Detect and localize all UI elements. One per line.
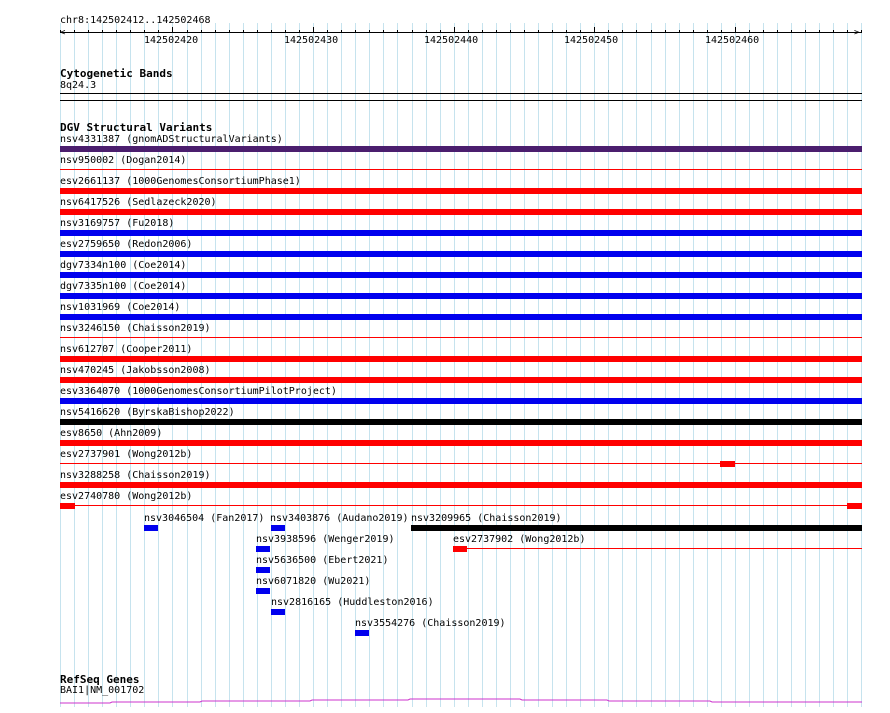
ruler-tick: [426, 30, 427, 33]
ruler-tick: [735, 27, 736, 33]
ruler-right-arrow-icon: >: [854, 28, 860, 38]
ruler-tick: [285, 30, 286, 33]
dgv-feature-label[interactable]: esv2737902 (Wong2012b): [453, 534, 586, 545]
dgv-feature-line[interactable]: [60, 505, 862, 506]
gridline: [847, 23, 848, 707]
dgv-feature-glyph[interactable]: [60, 209, 862, 215]
dgv-feature-label[interactable]: nsv5636500 (Ebert2021): [256, 555, 389, 566]
dgv-feature-line[interactable]: [453, 548, 862, 549]
dgv-feature-glyph[interactable]: [60, 272, 862, 278]
ruler-tick: [524, 30, 525, 33]
cytoband-bar-top: [60, 93, 862, 94]
ruler-tick: [538, 30, 539, 33]
gridline: [651, 23, 652, 707]
dgv-feature-label[interactable]: nsv3046504 (Fan2017): [144, 513, 265, 524]
dgv-feature-line[interactable]: [60, 463, 862, 464]
ruler-tick: [412, 30, 413, 33]
location-label: chr8:142502412..142502468: [60, 15, 211, 26]
dgv-feature-line[interactable]: [60, 337, 862, 338]
dgv-feature-label[interactable]: esv2759650 (Redon2006): [60, 239, 193, 250]
ruler-axis: [60, 32, 862, 33]
ruler-tick: [383, 30, 384, 33]
ruler-tick: [482, 30, 483, 33]
dgv-feature-glyph[interactable]: [256, 588, 270, 594]
dgv-feature-glyph[interactable]: [453, 546, 467, 552]
ruler-tick: [116, 30, 117, 33]
gridline: [679, 23, 680, 707]
dgv-feature-label[interactable]: nsv3246150 (Chaisson2019): [60, 323, 211, 334]
gridline: [819, 23, 820, 707]
gridline: [566, 23, 567, 707]
gridline: [243, 23, 244, 707]
dgv-feature-label[interactable]: nsv950002 (Dogan2014): [60, 155, 187, 166]
dgv-feature-glyph[interactable]: [60, 440, 862, 446]
dgv-feature-glyph[interactable]: [271, 609, 285, 615]
dgv-feature-label[interactable]: nsv470245 (Jakobsson2008): [60, 365, 211, 376]
gridline: [707, 23, 708, 707]
gridline: [665, 23, 666, 707]
ruler-tick: [172, 27, 173, 33]
ruler-tick: [158, 30, 159, 33]
gridline: [608, 23, 609, 707]
gridline: [440, 23, 441, 707]
ruler-tick: [763, 30, 764, 33]
gridline: [229, 23, 230, 707]
ruler-tick: [257, 30, 258, 33]
dgv-feature-glyph[interactable]: [60, 146, 862, 152]
gridline: [454, 23, 455, 707]
ruler-tick: [327, 30, 328, 33]
ruler-tick: [833, 30, 834, 33]
ruler-left-arrow-icon: <: [60, 28, 66, 38]
dgv-feature-glyph[interactable]: [60, 293, 862, 299]
dgv-feature-label[interactable]: nsv5416620 (ByrskaBishop2022): [60, 407, 235, 418]
gridline: [693, 23, 694, 707]
gridline: [763, 23, 764, 707]
gridline: [496, 23, 497, 707]
dgv-feature-label[interactable]: nsv4331387 (gnomADStructuralVariants): [60, 134, 283, 145]
dgv-feature-glyph[interactable]: [60, 482, 862, 488]
dgv-feature-label[interactable]: nsv3554276 (Chaisson2019): [355, 618, 506, 629]
dgv-feature-label[interactable]: esv2740780 (Wong2012b): [60, 491, 193, 502]
ruler-tick: [341, 30, 342, 33]
dgv-feature-glyph[interactable]: [60, 188, 862, 194]
ruler-tick: [201, 30, 202, 33]
ruler-tick: [749, 30, 750, 33]
ruler-tick: [622, 30, 623, 33]
gridline: [721, 23, 722, 707]
ruler-tick: [369, 30, 370, 33]
dgv-feature-glyph[interactable]: [60, 377, 862, 383]
refseq-gene-label[interactable]: BAI1|NM_001702: [60, 685, 145, 696]
dgv-feature-line[interactable]: [60, 169, 862, 170]
ruler-tick: [271, 30, 272, 33]
gridline: [735, 23, 736, 707]
ruler-tick: [594, 27, 595, 33]
dgv-feature-label[interactable]: esv2737901 (Wong2012b): [60, 449, 193, 460]
dgv-feature-glyph[interactable]: [256, 546, 270, 552]
gridline: [257, 23, 258, 707]
gridline: [749, 23, 750, 707]
ruler-tick: [187, 30, 188, 33]
gridline: [622, 23, 623, 707]
dgv-feature-glyph[interactable]: [60, 356, 862, 362]
gridline: [636, 23, 637, 707]
ruler-tick: [355, 30, 356, 33]
dgv-feature-glyph[interactable]: [355, 630, 369, 636]
ruler-tick: [861, 30, 862, 33]
gridline: [833, 23, 834, 707]
dgv-feature-label[interactable]: dgv7334n100 (Coe2014): [60, 260, 187, 271]
ruler-tick: [299, 30, 300, 33]
dgv-feature-label[interactable]: nsv3938596 (Wenger2019): [256, 534, 395, 545]
ruler-tick: [510, 30, 511, 33]
ruler-tick: [313, 27, 314, 33]
ruler-tick-label: 142502440: [424, 35, 479, 46]
gridline: [215, 23, 216, 707]
gridline: [805, 23, 806, 707]
ruler-tick: [102, 30, 103, 33]
dgv-feature-label[interactable]: nsv3169757 (Fu2018): [60, 218, 175, 229]
ruler-tick: [440, 30, 441, 33]
dgv-feature-glyph[interactable]: [411, 525, 862, 531]
ruler-tick: [651, 30, 652, 33]
ruler-tick: [88, 30, 89, 33]
ruler-tick: [566, 30, 567, 33]
ruler-tick: [130, 30, 131, 33]
dgv-feature-glyph[interactable]: [144, 525, 158, 531]
dgv-feature-label[interactable]: esv2661137 (1000GenomesConsortiumPhase1): [60, 176, 301, 187]
ruler-tick: [707, 30, 708, 33]
ruler-tick: [777, 30, 778, 33]
ruler-tick: [468, 30, 469, 33]
dgv-feature-label[interactable]: nsv1031969 (Coe2014): [60, 302, 181, 313]
dgv-feature-label[interactable]: esv8650 (Ahn2009): [60, 428, 163, 439]
ruler-tick: [665, 30, 666, 33]
dgv-feature-glyph[interactable]: [60, 419, 862, 425]
dgv-feature-label[interactable]: nsv3288258 (Chaisson2019): [60, 470, 211, 481]
gridline: [791, 23, 792, 707]
dgv-feature-glyph[interactable]: [60, 314, 862, 320]
cytoband-track-title[interactable]: Cytogenetic Bands: [60, 67, 173, 80]
gridline: [538, 23, 539, 707]
dgv-feature-glyph[interactable]: [847, 503, 862, 509]
ruler-tick: [721, 30, 722, 33]
gridline: [510, 23, 511, 707]
dgv-feature-label[interactable]: nsv6417526 (Sedlazeck2020): [60, 197, 217, 208]
ruler-tick: [847, 30, 848, 33]
ruler-tick: [819, 30, 820, 33]
ruler-tick: [496, 30, 497, 33]
dgv-feature-label[interactable]: esv3364070 (1000GenomesConsortiumPilotProject): [60, 386, 337, 397]
ruler-tick: [454, 27, 455, 33]
ruler-tick: [397, 30, 398, 33]
dgv-feature-glyph[interactable]: [271, 525, 285, 531]
ruler-tick: [693, 30, 694, 33]
gridline: [552, 23, 553, 707]
ruler-tick-label: 142502430: [284, 35, 339, 46]
ruler-tick: [580, 30, 581, 33]
ruler-tick: [215, 30, 216, 33]
ruler-tick: [805, 30, 806, 33]
ruler-tick: [144, 30, 145, 33]
gridline: [580, 23, 581, 707]
dgv-feature-label[interactable]: nsv6071820 (Wu2021): [256, 576, 371, 587]
dgv-feature-glyph[interactable]: [60, 230, 862, 236]
dgv-feature-glyph[interactable]: [60, 398, 862, 404]
ruler-tick-label: 142502420: [144, 35, 199, 46]
ruler-tick: [679, 30, 680, 33]
ruler-tick: [636, 30, 637, 33]
gridline: [468, 23, 469, 707]
dgv-track-title[interactable]: DGV Structural Variants: [60, 121, 213, 134]
refseq-coverage-trace: [0, 690, 890, 710]
dgv-feature-glyph[interactable]: [720, 461, 735, 467]
ruler-tick: [74, 30, 75, 33]
ruler-tick-label: 142502460: [705, 35, 760, 46]
gridline: [777, 23, 778, 707]
dgv-feature-glyph[interactable]: [60, 503, 75, 509]
ruler-tick: [608, 30, 609, 33]
ruler-tick-label: 142502450: [564, 35, 619, 46]
refseq-track-title[interactable]: RefSeq Genes: [60, 673, 140, 686]
dgv-feature-label[interactable]: nsv3403876 (Audano2019): [270, 513, 409, 524]
gridline: [861, 23, 862, 707]
ruler-tick: [243, 30, 244, 33]
cytoband-label[interactable]: 8q24.3: [60, 80, 97, 91]
dgv-feature-label[interactable]: nsv612707 (Cooper2011): [60, 344, 193, 355]
ruler-tick: [229, 30, 230, 33]
cytoband-bar-bottom: [60, 100, 862, 101]
ruler-tick: [552, 30, 553, 33]
dgv-feature-label[interactable]: nsv3209965 (Chaisson2019): [411, 513, 562, 524]
dgv-feature-label[interactable]: nsv2816165 (Huddleston2016): [271, 597, 434, 608]
dgv-feature-glyph[interactable]: [256, 567, 270, 573]
dgv-feature-glyph[interactable]: [60, 251, 862, 257]
ruler-tick: [791, 30, 792, 33]
dgv-feature-label[interactable]: dgv7335n100 (Coe2014): [60, 281, 187, 292]
gridline: [524, 23, 525, 707]
gridline: [594, 23, 595, 707]
gridline: [482, 23, 483, 707]
